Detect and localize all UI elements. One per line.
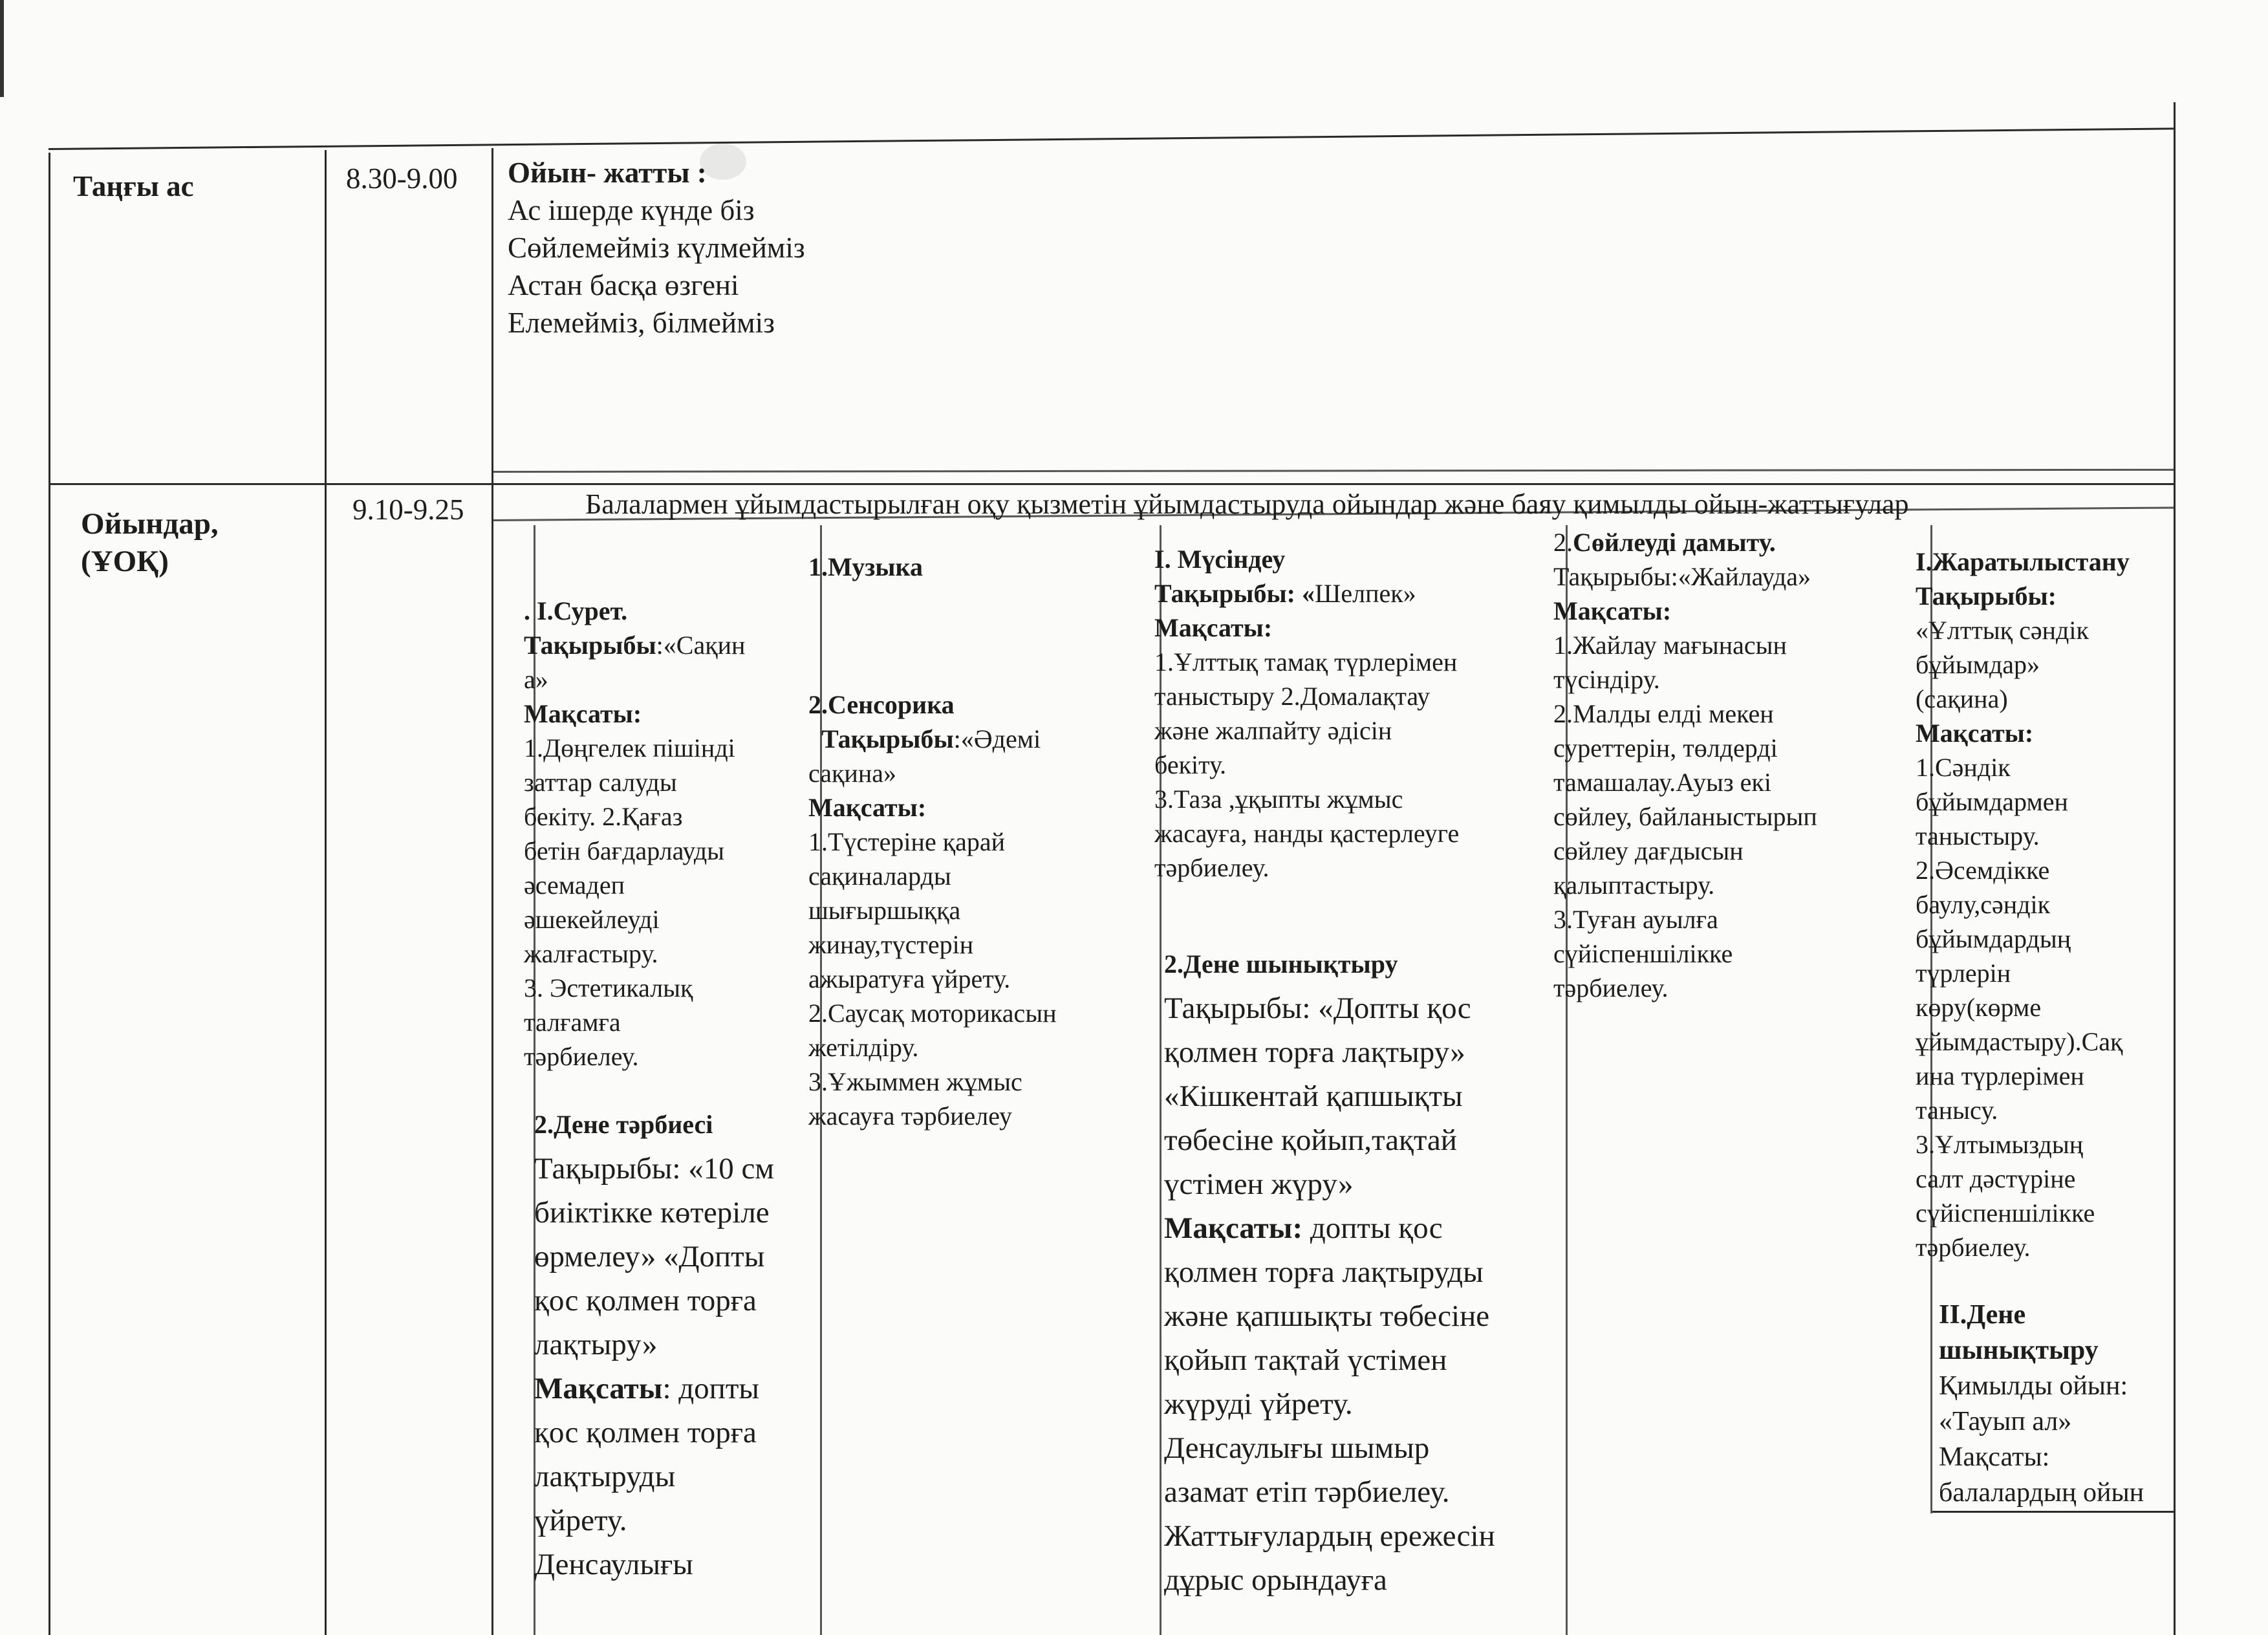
time-column-border <box>491 148 493 1635</box>
col2-goal: жасауға тәрбиелеу <box>808 1101 1012 1131</box>
col1-goal: жалғастыру. <box>524 939 658 968</box>
col5-goal: бұйымдармен <box>1916 787 2068 816</box>
col1-sec2-title: 2.Дене тәрбиесі <box>534 1110 713 1139</box>
col3-goal: бекіту. <box>1154 750 1227 779</box>
col3-sec2-goal-line: азамат етіп тәрбиелеу. <box>1164 1475 1450 1509</box>
col2-goal: 3.Ұжыммен жұмыс <box>808 1067 1022 1096</box>
col1-goal: бетін бағдарлауды <box>524 836 725 865</box>
col1-goal-label: Мақсаты: <box>524 699 642 728</box>
col1-head: . І.Сурет. <box>524 596 628 625</box>
col1-sec2-goal-line: үйрету. <box>534 1504 627 1537</box>
col3-sec2-line: «Кішкентай қапшықты <box>1164 1079 1463 1113</box>
col5-sec2-title-1: ІІ.Дене <box>1939 1300 2026 1330</box>
col3-goal: 1.Ұлттық тамақ түрлерімен <box>1154 647 1458 677</box>
col3-goal: 3.Таза ,ұқыпты жұмыс <box>1154 785 1403 814</box>
col5-goal: көру(көрме <box>1916 993 2042 1022</box>
col5-goal: бұйымдардың <box>1916 924 2071 953</box>
col3-sec2-goal-first: допты қос <box>1302 1211 1443 1245</box>
col4-goal: тәрбиелеу. <box>1553 973 1669 1002</box>
label-column-border <box>325 150 327 1635</box>
col4-topic-label: Тақырыбы:«Жайлауда» <box>1553 562 1811 591</box>
row2-label-line1: Ойындар, <box>81 507 219 541</box>
col3-sec2-line: қолмен торға лақтыру» <box>1164 1035 1465 1069</box>
col3-goal-label: Мақсаты: <box>1154 613 1273 642</box>
col1-sec2-line: өрмелеу» «Допты <box>534 1240 765 1273</box>
col3-sec2-goal-line: қолмен торға лақтыруды <box>1164 1255 1484 1289</box>
col5-goal-label: Мақсаты: <box>1916 719 2034 748</box>
col1-sec2-goal-label: Мақсаты <box>534 1372 663 1405</box>
col5-sec2-line: балалардың ойын <box>1939 1478 2144 1508</box>
col3-sec2-line: үстімен жүру» <box>1164 1167 1354 1201</box>
col1-sec2-goal-line: лақтыруды <box>534 1460 676 1493</box>
col2-goal: жинау,түстерін <box>808 930 974 959</box>
col1-goal: әшекейлеуді <box>524 905 660 934</box>
col3-topic-value: Шелпек» <box>1315 579 1416 608</box>
col4-goal: 1.Жайлау мағынасын <box>1553 631 1787 660</box>
col1-sec2-line: қос қолмен торға <box>534 1284 757 1317</box>
col3-goal: және жалпайту әдісін <box>1154 716 1392 745</box>
col3-sec2-goal-line: және қапшықты төбесіне <box>1164 1299 1490 1333</box>
col4-goal-label: Мақсаты: <box>1553 596 1672 625</box>
col1-goal: әсемадеп <box>524 871 625 900</box>
col2-content <box>808 550 1145 1133</box>
col1-goal: тәрбиелеу. <box>524 1042 639 1071</box>
row-divider <box>49 483 2176 485</box>
col4-goal: суреттерін, төлдерді <box>1553 733 1778 763</box>
scan-edge-mark <box>0 0 4 97</box>
col5-goal: таныстыру. <box>1916 821 2040 850</box>
col5-goal: салт дәстүріне <box>1916 1164 2076 1193</box>
col1-sec2-line: биіктікке көтеріле <box>534 1196 770 1229</box>
row1-line: Елемейміз, білмейміз <box>508 307 775 339</box>
col5-sec2-line: Қимылды ойын: <box>1939 1371 2128 1401</box>
col3-sec2-goal-line: дұрыс орындауға <box>1164 1563 1387 1597</box>
col3-sec2-line: төбесіне қойып,тақтай <box>1164 1123 1457 1157</box>
col5-topic-line: (сақина) <box>1916 684 2008 713</box>
col3-goal: тәрбиелеу. <box>1154 853 1269 882</box>
table-right-border <box>2174 102 2176 1635</box>
col1-goal: заттар салуды <box>524 768 677 797</box>
col5-goal: 2.Әсемдікке <box>1916 856 2050 885</box>
col3-sec2-line: Тақырыбы: «Допты қос <box>1164 991 1471 1025</box>
col4-sec-num: 2. <box>1553 528 1573 557</box>
col3-sec2 <box>1164 942 1546 1602</box>
col5-sec2-title-2: шынықтыру <box>1939 1336 2099 1365</box>
col3-sec2-goal-label: Мақсаты: <box>1164 1211 1303 1245</box>
col2-goal: сақиналарды <box>808 861 951 891</box>
col4-goal: сөйлеу, байланыстырып <box>1553 802 1817 831</box>
col5-goal: тәрбиелеу. <box>1916 1233 2031 1262</box>
col2-topic-value: :«Әдемі <box>953 724 1041 753</box>
col5-topic-line: «Ұлттық сәндік <box>1916 616 2089 645</box>
col3-sec2-goal-line: Денсаулығы шымыр <box>1164 1431 1430 1465</box>
col1-topic-cont: а» <box>524 665 548 694</box>
col2-topic-label: Тақырыбы <box>821 724 954 753</box>
col3-goal: таныстыру 2.Домалақтау <box>1154 682 1431 711</box>
heading-row-top-border <box>491 469 2176 473</box>
col4-content <box>1553 525 1916 1005</box>
col1-goal: бекіту. 2.Қағаз <box>524 802 683 831</box>
col4-goal: 2.Малды елді мекен <box>1553 699 1774 728</box>
col5-goal: ина түрлерімен <box>1916 1061 2084 1090</box>
col5-goal: ұйымдастыру).Сақ <box>1916 1027 2123 1056</box>
col3-sec1-title: І. Мүсіндеу <box>1154 545 1286 574</box>
col3-sec2-goal-line: жүруді үйрету. <box>1164 1387 1353 1421</box>
col2-topic-cont: сақина» <box>808 759 896 788</box>
col1-sec2 <box>534 1103 806 1586</box>
col3-goal: жасауға, нанды қастерлеуге <box>1154 819 1460 848</box>
row1-line: Ас ішерде күнде біз <box>508 194 755 226</box>
col4-goal: қалыптастыру. <box>1553 871 1715 900</box>
col2-sec1-title: 1.Музыка <box>808 552 923 581</box>
col2-goal: жетілдіру. <box>808 1033 919 1062</box>
col5-content <box>1916 545 2161 1264</box>
col5-goal: түрлерін <box>1916 958 2011 988</box>
col3-content <box>1154 542 1536 885</box>
col2-goal-label: Мақсаты: <box>808 793 927 822</box>
row1-line: Астан басқа өзгені <box>508 269 739 301</box>
table-bottom-border <box>1930 1511 2176 1513</box>
col3-topic-label: Тақырыбы: « <box>1154 579 1315 608</box>
col1-sec2-goal-first: : допты <box>662 1372 759 1405</box>
col5-goal: 3.Ұлтымыздың <box>1916 1130 2084 1159</box>
col5-sec1-title: І.Жаратылыстану <box>1916 547 2130 576</box>
col4-goal: түсіндіру. <box>1553 665 1660 694</box>
row2-time: 9.10-9.25 <box>352 493 464 526</box>
row2-heading: Балалармен ұйымдастырылған оқу қызметін ұйымдастыруда ойындар және баяу қимылды ойын-жаттығулар <box>585 488 1909 520</box>
row1-title: Ойын- жатты : <box>508 157 707 189</box>
col1-sec2-line: Тақырыбы: «10 см <box>534 1152 775 1186</box>
col3-sec2-goal-line: қойып тақтай үстімен <box>1164 1343 1447 1377</box>
col1-sec2-goal-line: Денсаулығы <box>534 1548 693 1581</box>
col1-topic-label: Тақырыбы <box>524 631 656 660</box>
table-left-border <box>49 153 50 1635</box>
col1-sec2-line: лақтыру» <box>534 1328 658 1361</box>
col1-topic-value: :«Сақин <box>656 631 746 660</box>
row1-content <box>508 154 805 341</box>
col4-goal: сүйіспеншілікке <box>1553 939 1733 968</box>
col5-goal: 1.Сәндік <box>1916 753 2011 782</box>
col5-goal: сүйіспеншілікке <box>1916 1198 2095 1228</box>
col5-goal: танысу. <box>1916 1096 1998 1125</box>
col4-goal: 3.Туған ауылға <box>1553 905 1718 934</box>
col3-sec2-goal-line: Жаттығулардың ережесін <box>1164 1519 1495 1553</box>
col1-goal: 1.Дөңгелек пішінді <box>524 733 735 763</box>
col5-topic-label: Тақырыбы: <box>1916 581 2057 611</box>
col5-topic-line: бұйымдар» <box>1916 650 2040 679</box>
col1-goal: 3. Эстетикалық <box>524 973 693 1002</box>
col4-sec-title: Сөйлеуді дамыту. <box>1573 528 1776 557</box>
col5-sec2-line: Мақсаты: <box>1939 1442 2050 1472</box>
row2-label-line2: (ҰОҚ) <box>81 545 169 578</box>
col1-goal: талғамға <box>524 1008 621 1037</box>
col4-goal: сөйлеу дағдысын <box>1553 836 1744 865</box>
row1-line: Сөйлемейміз күлмейміз <box>508 232 805 264</box>
col1-sec2-goal-line: қос қолмен торға <box>534 1416 757 1449</box>
col2-sec2-title: 2.Сенсорика <box>808 690 955 719</box>
row1-label: Таңғы ас <box>73 170 194 202</box>
col2-goal: 1.Түстеріне қарай <box>808 827 1006 856</box>
col2-goal: 2.Саусақ моторикасын <box>808 999 1057 1028</box>
col5-goal: баулу,сәндік <box>1916 890 2051 919</box>
col1-content <box>524 594 802 1074</box>
col2-goal: ажыратуға үйрету. <box>808 964 1011 993</box>
col3-sec2-title: 2.Дене шынықтыру <box>1164 949 1398 979</box>
col4-goal: тамашалау.Ауыз екі <box>1553 768 1771 797</box>
row1-time: 8.30-9.00 <box>346 162 458 195</box>
col5-sec2-line: «Тауып ал» <box>1939 1407 2072 1436</box>
col5-sec2 <box>1939 1297 2165 1511</box>
table-top-border <box>49 127 2176 150</box>
col2-goal: шығыршыққа <box>808 896 961 925</box>
